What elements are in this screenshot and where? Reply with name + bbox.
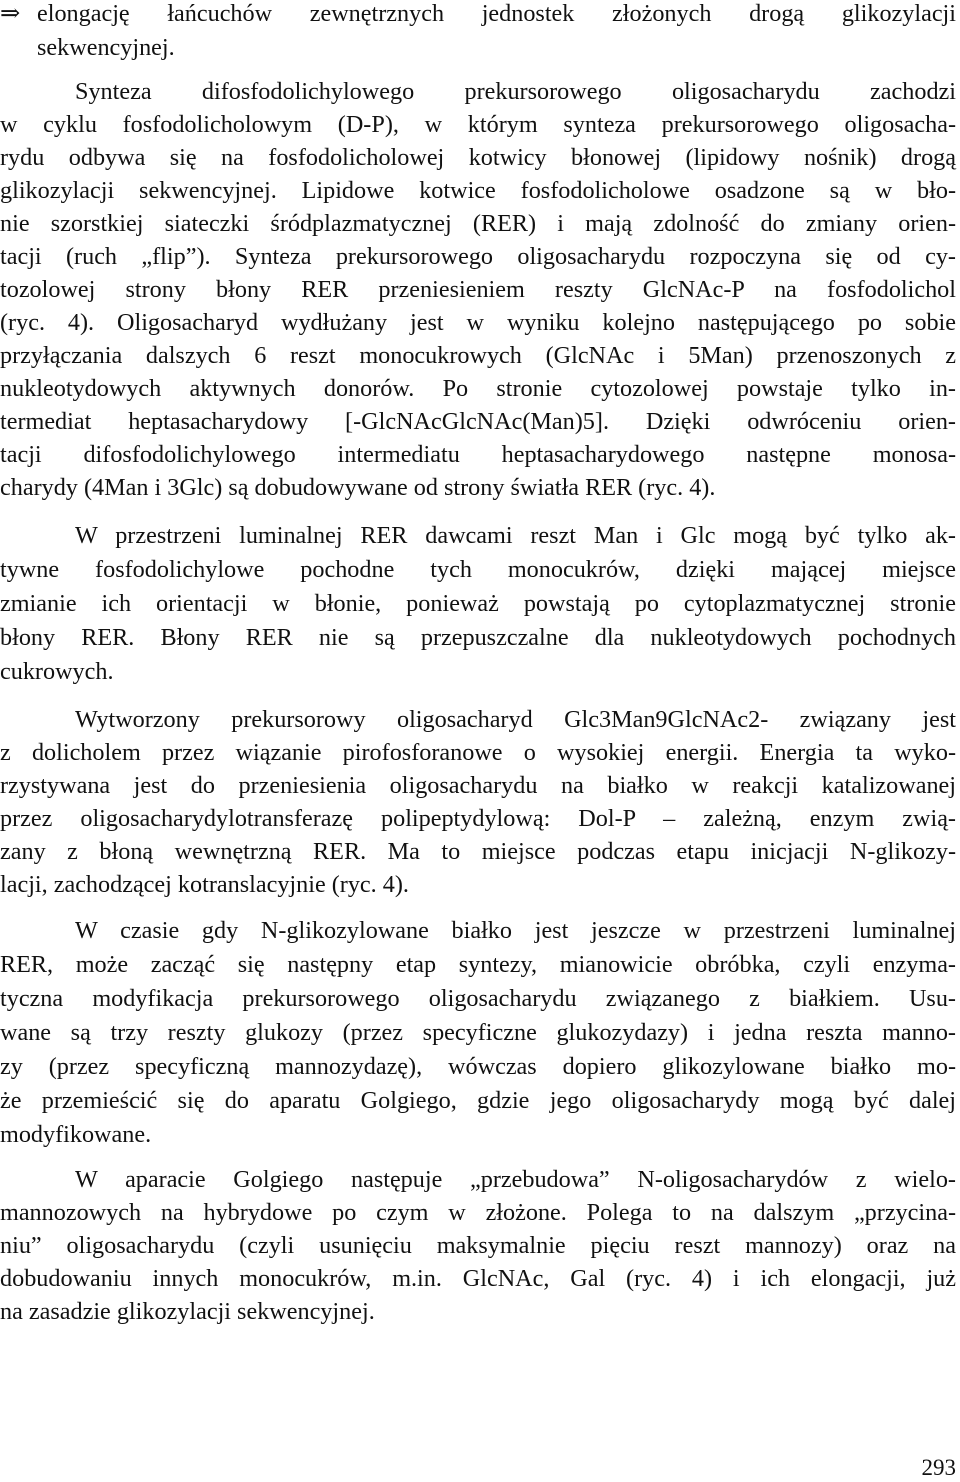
text-line: rydu odbywa się na fosfodolicholowej kotwicy błonowej (lipidowy nośnik) drogą [0,144,956,171]
text-line: wane są trzy reszty glukozy (przez specyficzne glukozydazy) i jedna reszta manno- [0,1019,956,1046]
text-line: cukrowych. [0,658,114,685]
text-line: (ryc. 4). Oligosacharyd wydłużany jest w wyniku kolejno następującego po sobie [0,309,956,336]
text-line: nukleotydowych aktywnych donorów. Po stronie cytozolowej powstaje tylko in- [0,375,956,402]
text-line: Wytworzony prekursorowy oligosacharyd Glc3Man9GlcNAc2- związany jest [75,706,956,733]
text-line: mannozowych na hybrydowe po czym w złożone. Polega to na dalszym „przycina- [0,1199,956,1226]
text-line: tozolowej strony błony RER przeniesieniem reszty GlcNAc-P na fosfodolichol [0,276,956,303]
text-line: tacji (ruch „flip”). Synteza prekursorowego oligosacharydu rozpoczyna się od cy- [0,243,956,270]
text-line: zmianie ich orientacji w błonie, ponieważ powstają po cytoplazmatycznej stronie [0,590,956,617]
text-line: przez oligosacharydylotransferazę polipeptydylową: Dol-P – zależną, enzym zwią- [0,805,956,832]
text-line: zy (przez specyficzną mannozydazę), wówczas dopiero glikozylowane białko mo- [0,1053,956,1080]
text-line: tywne fosfodolichylowe pochodne tych monocukrów, dzięki mającej miejsce [0,556,956,583]
text-line: W przestrzeni luminalnej RER dawcami reszt Man i Glc mogą być tylko ak- [75,522,956,549]
text-line: na zasadzie glikozylacji sekwencyjnej. [0,1298,375,1325]
text-line: termediat heptasacharydowy [-GlcNAcGlcNAc(Man)5]. Dzięki odwróceniu orien- [0,408,956,435]
text-line: rzystywana jest do przeniesienia oligosacharydu na białko w reakcji katalizowanej [0,772,956,799]
text-line: nie szorstkiej siateczki śródplazmatycznej (RER) i mają zdolność do zmiany orien- [0,210,956,237]
bullet-line-2: sekwencyjnej. [37,34,175,61]
text-line: z dolicholem przez wiązanie pirofosforanowe o wysokiej energii. Energia ta wyko- [0,739,956,766]
implies-arrow-icon: ⇒ [0,0,21,27]
text-line: dobudowaniu innych monocukrów, m.in. GlcNAc, Gal (ryc. 4) i ich elongacji, już [0,1265,956,1292]
text-line: glikozylacji sekwencyjnej. Lipidowe kotwice fosfodolicholowe osadzone są w bło- [0,177,956,204]
text-line: lacji, zachodzącej kotranslacyjnie (ryc. 4). [0,871,409,898]
text-line: tyczna modyfikacja prekursorowego oligosacharydu związanego z białkiem. Usu- [0,985,956,1012]
text-line: Synteza difosfodolichylowego prekursorowego oligosacharydu zachodzi [75,78,956,105]
text-line: błony RER. Błony RER nie są przepuszczalne dla nukleotydowych pochodnych [0,624,956,651]
text-line: RER, może zacząć się następny etap syntezy, mianowicie obróbka, czyli enzyma- [0,951,956,978]
text-line: W czasie gdy N-glikozylowane białko jest jeszcze w przestrzeni luminalnej [75,917,956,944]
bullet-text: elongację łańcuchów zewnętrznych jednostek złożonych drogą glikozylacji [37,0,956,27]
text-line: niu” oligosacharydu (czyli usunięciu maksymalnie pięciu reszt mannozy) oraz na [0,1232,956,1259]
text-line: że przemieścić się do aparatu Golgiego, gdzie jego oligosacharydy mogą być dalej [0,1087,956,1114]
text-line: tacji difosfodolichylowego intermediatu heptasacharydowego następne monosa- [0,441,956,468]
text-line: zany z błoną wewnętrzną RER. Ma to miejsce podczas etapu inicjacji N-glikozy- [0,838,956,865]
text-line: modyfikowane. [0,1121,152,1148]
text-line: w cyklu fosfodolicholowym (D-P), w którym synteza prekursorowego oligosacha- [0,111,956,138]
bullet-line-1 [0,0,956,28]
text-line: W aparacie Golgiego następuje „przebudowa” N-oligosacharydów z wielo- [75,1166,956,1193]
text-line: charydy (4Man i 3Glc) są dobudowywane od strony światła RER (ryc. 4). [0,474,716,501]
text-line: przyłączania dalszych 6 reszt monocukrowych (GlcNAc i 5Man) przenoszonych z [0,342,956,369]
page-number: 293 [921,1455,956,1480]
